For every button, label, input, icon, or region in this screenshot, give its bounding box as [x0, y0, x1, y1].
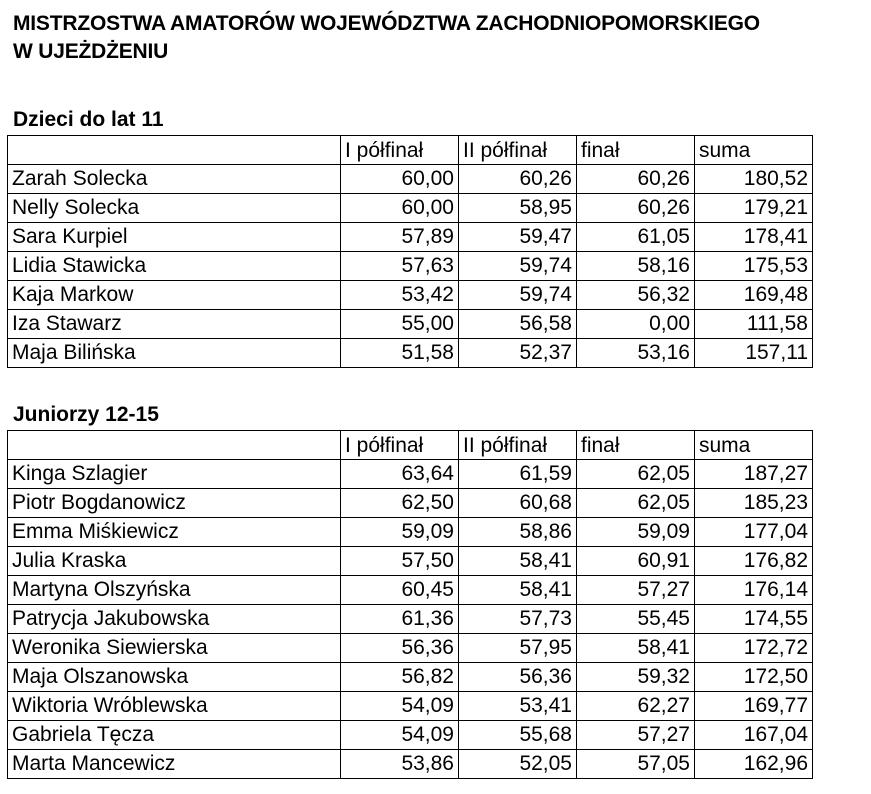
- table-row: [8, 663, 813, 692]
- semi2-header-cell: II półfinał: [459, 136, 577, 165]
- sum-score: 174,55: [695, 605, 813, 634]
- table-row: [8, 576, 813, 605]
- competitor-name: Wiktoria Wróblewska: [8, 692, 341, 721]
- table-row: [8, 721, 813, 750]
- final-header-cell: finał: [577, 136, 695, 165]
- semi1-score: 57,50: [341, 547, 459, 576]
- final-score: 60,91: [577, 547, 695, 576]
- sum-score: 187,27: [695, 460, 813, 489]
- competitor-name: Sara Kurpiel: [8, 223, 341, 252]
- final-score: 62,05: [577, 460, 695, 489]
- name-header-cell: [8, 136, 341, 165]
- semi1-score: 57,63: [341, 252, 459, 281]
- semi1-score: 56,36: [341, 634, 459, 663]
- sum-score: 169,77: [695, 692, 813, 721]
- competitor-name: Weronika Siewierska: [8, 634, 341, 663]
- table-row: [8, 518, 813, 547]
- final-score: 59,09: [577, 518, 695, 547]
- sum-score: 175,53: [695, 252, 813, 281]
- semi1-score: 61,36: [341, 605, 459, 634]
- semi2-score: 58,86: [459, 518, 577, 547]
- sum-score: 162,96: [695, 750, 813, 779]
- semi1-score: 62,50: [341, 489, 459, 518]
- table-row: [8, 194, 813, 223]
- final-score: 57,27: [577, 721, 695, 750]
- section-title-children: Dzieci do lat 11: [13, 108, 164, 131]
- final-score: 0,00: [577, 310, 695, 339]
- semi2-score: 57,73: [459, 605, 577, 634]
- sum-header-cell: suma: [695, 431, 813, 460]
- final-score: 60,26: [577, 165, 695, 194]
- final-score: 58,41: [577, 634, 695, 663]
- competitor-name: Julia Kraska: [8, 547, 341, 576]
- table-header-row: [8, 136, 813, 165]
- sum-score: 180,52: [695, 165, 813, 194]
- semi1-score: 56,82: [341, 663, 459, 692]
- semi2-score: 52,37: [459, 339, 577, 368]
- table-row: [8, 339, 813, 368]
- table-row: [8, 692, 813, 721]
- table-row: [8, 281, 813, 310]
- table-row: [8, 634, 813, 663]
- table-row: [8, 460, 813, 489]
- final-score: 58,16: [577, 252, 695, 281]
- final-score: 62,27: [577, 692, 695, 721]
- semi1-score: 53,86: [341, 750, 459, 779]
- title-line-2: W UJEŻDŻENIU: [13, 40, 169, 63]
- semi1-score: 60,00: [341, 165, 459, 194]
- semi2-score: 58,41: [459, 547, 577, 576]
- semi2-score: 56,58: [459, 310, 577, 339]
- results-table-children: [7, 135, 813, 368]
- semi1-score: 51,58: [341, 339, 459, 368]
- name-header-cell: [8, 431, 341, 460]
- competitor-name: Kaja Markow: [8, 281, 341, 310]
- semi2-score: 58,95: [459, 194, 577, 223]
- semi2-header-cell: II półfinał: [459, 431, 577, 460]
- table-body: [8, 431, 813, 779]
- semi2-score: 61,59: [459, 460, 577, 489]
- table-row: [8, 165, 813, 194]
- semi1-score: 60,45: [341, 576, 459, 605]
- table-header-row: [8, 431, 813, 460]
- semi2-score: 59,74: [459, 252, 577, 281]
- competitor-name: Gabriela Tęcza: [8, 721, 341, 750]
- sum-header-cell: suma: [695, 136, 813, 165]
- final-header-cell: finał: [577, 431, 695, 460]
- semi2-score: 55,68: [459, 721, 577, 750]
- table-row: [8, 547, 813, 576]
- table-row: [8, 223, 813, 252]
- semi1-header-cell: I półfinał: [341, 431, 459, 460]
- semi2-score: 60,26: [459, 165, 577, 194]
- final-score: 55,45: [577, 605, 695, 634]
- competitor-name: Maja Bilińska: [8, 339, 341, 368]
- competitor-name: Emma Miśkiewicz: [8, 518, 341, 547]
- sum-score: 178,41: [695, 223, 813, 252]
- final-score: 57,27: [577, 576, 695, 605]
- competitor-name: Maja Olszanowska: [8, 663, 341, 692]
- competitor-name: Lidia Stawicka: [8, 252, 341, 281]
- table-row: [8, 252, 813, 281]
- competitor-name: Martyna Olszyńska: [8, 576, 341, 605]
- final-score: 53,16: [577, 339, 695, 368]
- final-score: 60,26: [577, 194, 695, 223]
- competitor-name: Nelly Solecka: [8, 194, 341, 223]
- final-score: 59,32: [577, 663, 695, 692]
- sum-score: 169,48: [695, 281, 813, 310]
- sum-score: 172,50: [695, 663, 813, 692]
- sum-score: 179,21: [695, 194, 813, 223]
- semi2-score: 57,95: [459, 634, 577, 663]
- semi2-score: 60,68: [459, 489, 577, 518]
- sum-score: 185,23: [695, 489, 813, 518]
- semi2-score: 59,47: [459, 223, 577, 252]
- semi2-score: 53,41: [459, 692, 577, 721]
- semi2-score: 52,05: [459, 750, 577, 779]
- sum-score: 177,04: [695, 518, 813, 547]
- table-row: [8, 605, 813, 634]
- final-score: 57,05: [577, 750, 695, 779]
- results-table-juniors: [7, 430, 813, 779]
- sum-score: 157,11: [695, 339, 813, 368]
- table-body: [8, 136, 813, 368]
- semi1-score: 55,00: [341, 310, 459, 339]
- sum-score: 111,58: [695, 310, 813, 339]
- document-title: [13, 10, 760, 66]
- table-row: [8, 310, 813, 339]
- semi2-score: 58,41: [459, 576, 577, 605]
- semi1-score: 53,42: [341, 281, 459, 310]
- competitor-name: Patrycja Jakubowska: [8, 605, 341, 634]
- competitor-name: Piotr Bogdanowicz: [8, 489, 341, 518]
- competitor-name: Zarah Solecka: [8, 165, 341, 194]
- sum-score: 176,14: [695, 576, 813, 605]
- semi1-score: 54,09: [341, 721, 459, 750]
- final-score: 62,05: [577, 489, 695, 518]
- semi1-score: 54,09: [341, 692, 459, 721]
- section-title-juniors: Juniorzy 12-15: [13, 403, 159, 426]
- sum-score: 167,04: [695, 721, 813, 750]
- semi1-score: 57,89: [341, 223, 459, 252]
- table-row: [8, 489, 813, 518]
- semi1-score: 60,00: [341, 194, 459, 223]
- semi2-score: 56,36: [459, 663, 577, 692]
- semi2-score: 59,74: [459, 281, 577, 310]
- sum-score: 172,72: [695, 634, 813, 663]
- competitor-name: Marta Mancewicz: [8, 750, 341, 779]
- final-score: 56,32: [577, 281, 695, 310]
- semi1-score: 59,09: [341, 518, 459, 547]
- competitor-name: Kinga Szlagier: [8, 460, 341, 489]
- semi1-score: 63,64: [341, 460, 459, 489]
- competitor-name: Iza Stawarz: [8, 310, 341, 339]
- final-score: 61,05: [577, 223, 695, 252]
- sum-score: 176,82: [695, 547, 813, 576]
- title-line-1: MISTRZOSTWA AMATORÓW WOJEWÓDZTWA ZACHODNIOPOMORSKIEGO: [13, 12, 760, 35]
- semi1-header-cell: I półfinał: [341, 136, 459, 165]
- table-row: [8, 750, 813, 779]
